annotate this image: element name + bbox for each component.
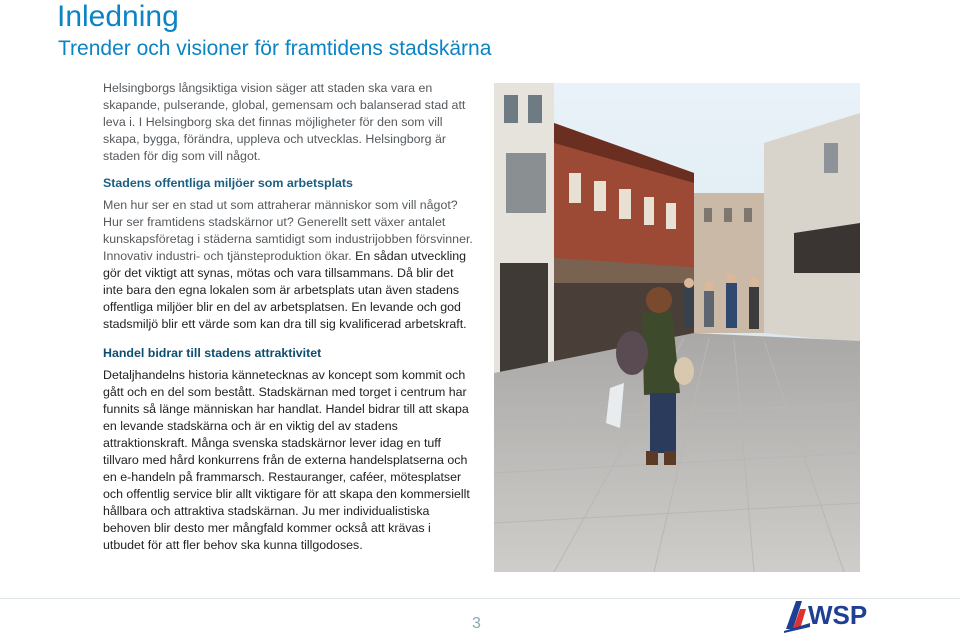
wsp-logo <box>784 595 884 633</box>
street-scene-illustration <box>494 83 860 572</box>
logo-text: WSP <box>808 600 868 630</box>
body-text-column <box>103 80 475 554</box>
section-heading-public-environments: Stadens offentliga miljöer som arbetsplats <box>103 176 353 190</box>
intro-paragraph: Helsingborgs långsiktiga vision säger att staden ska vara en skapande, pulserande, global, gemensam och balanserad stad att leva i. I Helsingborg ska det finnas möjligheter för den som vill skapa, bygga, förändra, uppleva och utvecklas. Helsingborg är staden för dig som vill något. <box>103 81 466 163</box>
section1-paragraph-a: Men hur ser en stad ut som attraherar människor som vill något? Hur ser framtidens stadskärnor ut? Generellt sett växer antalet kunskapsföretag i städerna samtidigt som industrijobben försvinner. Innovativ industri- och tjänsteproduktion ökar. <box>103 198 473 263</box>
page-subtitle: Trender och visioner för framtidens stadskärna <box>58 37 492 60</box>
street-photo <box>494 83 860 572</box>
page-number: 3 <box>472 615 481 632</box>
section1-paragraph-b: En sådan utveckling gör det viktigt att synas, mötas och vara tillsammans. Då blir det inte bara den egna lokalen som är arbetsplats utan även stadens offentliga miljöer blir en del av arbetsplatsen. En levande och god stadsmiljö blir ett värde som kan dra till sig kvalificerad arbetskraft. <box>103 249 467 331</box>
section-heading-retail: Handel bidrar till stadens attraktivitet <box>103 346 322 360</box>
section1-paragraph <box>103 197 475 333</box>
wsp-logo-icon <box>784 595 884 633</box>
section2-paragraph: Detaljhandelns historia kännetecknas av koncept som kommit och gått och en del som bestått. Stadskärnan med torget i centrum har funnits så länge människan har handlat. Handel bidrar till att skapa en levande stadskärna och är en viktig del av stadens attraktionskraft. Många svenska stadskärnor lever idag en tuff tillvaro med hård konkurrens från de externa handelsplatserna och en e-handeln på frammarsch. Restauranger, caféer, mötesplatser och offentlig service blir allt viktigare för att skapa den kommersiellt hållbara och attraktiva stadskärnan. Ju mer individualistiska behoven blir desto mer mångfald kommer också att krävas i utbudet för att fler behov ska kunna tillgodoses. <box>103 368 470 552</box>
page-title: Inledning <box>57 0 179 33</box>
